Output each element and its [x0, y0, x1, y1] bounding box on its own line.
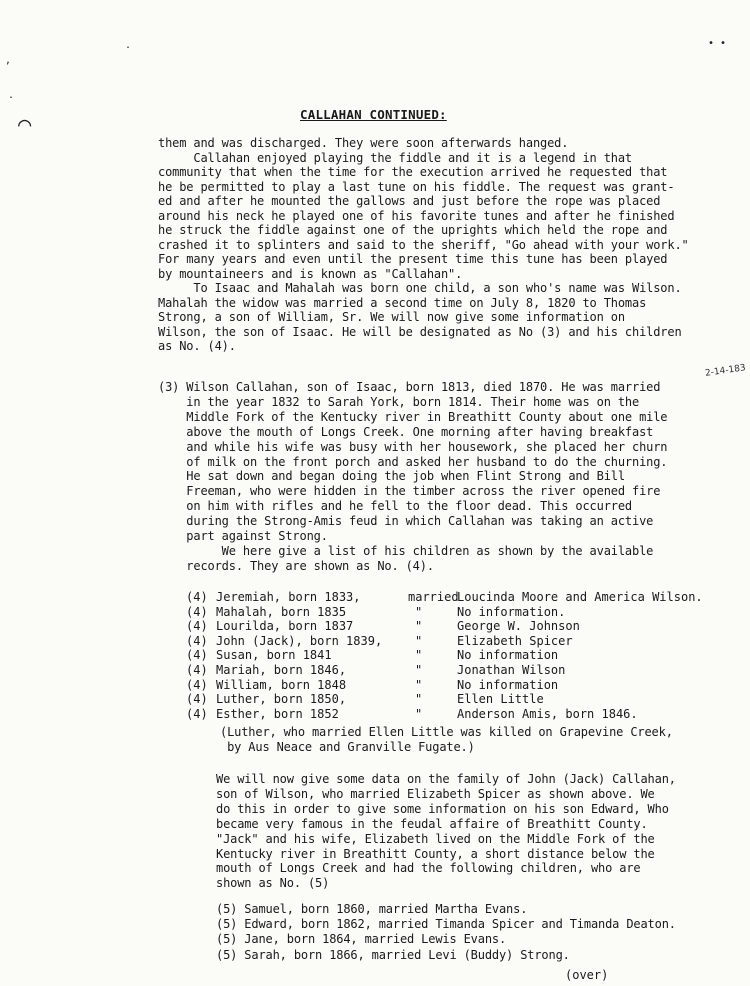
- text-line: part against Strong.: [158, 529, 328, 543]
- text-line: he be permitted to play a last tune on his fiddle. The request was grant-: [158, 179, 675, 194]
- scan-mark: .: [8, 90, 15, 101]
- child-name: John (Jack), born 1839,: [216, 633, 383, 648]
- text-line: records. They are shown as No. (4).: [158, 558, 434, 573]
- child-no: (4): [186, 633, 208, 648]
- child-no: (4): [186, 663, 208, 677]
- text-line: For many years and even until the present time this tune has been played: [158, 252, 668, 266]
- text-line: To Isaac and Mahalah was born one child, a son who's name was Wilson.: [158, 281, 682, 295]
- text-line: Mahalah the widow was married a second time on July 8, 1820 to Thomas: [158, 295, 647, 310]
- text-line: "Jack" and his wife, Elizabeth lived on the Middle Fork of the: [216, 831, 655, 846]
- text-line: (Luther, who married Ellen Little was killed on Grapevine Creek,: [220, 725, 673, 739]
- child-spouse: George W. Johnson: [457, 619, 580, 634]
- child-ditto: ": [415, 663, 423, 677]
- handwritten-margin-note: 2-14-183: [704, 363, 747, 379]
- child-ditto: ": [415, 648, 423, 663]
- child-spouse: Jonathan Wilson: [457, 663, 566, 677]
- text-line: on him with rifles and he fell to the floor dead. This occurred: [158, 499, 632, 514]
- text-line: (5) Sarah, born 1866, married Levi (Buddy) Strong.: [216, 947, 570, 962]
- child-name: Mariah, born 1846,: [216, 663, 347, 677]
- child-name: William, born 1848: [216, 677, 347, 692]
- child-no: (4): [186, 619, 208, 634]
- child-no: (4): [186, 648, 208, 663]
- child-name: Lourilda, born 1837: [216, 619, 354, 634]
- text-line: of milk on the front porch and asked her husband to do the churning.: [158, 454, 668, 469]
- text-line: during the Strong-Amis feud in which Callahan was taking an active: [158, 514, 654, 529]
- text-line: Callahan enjoyed playing the fiddle and it is a legend in that: [158, 150, 632, 165]
- text-line: Middle Fork of the Kentucky river in Breathitt County about one mile: [158, 409, 668, 424]
- child-name: Susan, born 1841: [216, 648, 332, 663]
- child-ditto: ": [415, 677, 423, 692]
- child-name: Jeremiah, born 1833,: [216, 590, 361, 604]
- text-line: he struck the fiddle against one of the uprights which held the rope and: [158, 223, 668, 237]
- text-line: (5) Samuel, born 1860, married Martha Evans.: [216, 902, 528, 916]
- text-line: (5) Jane, born 1864, married Lewis Evans.: [216, 932, 507, 947]
- child-ditto: ": [415, 692, 423, 707]
- text-line: above the mouth of Longs Creek. One morning after having breakfast: [158, 424, 654, 439]
- text-line: Wilson, the son of Isaac. He will be designated as No (3) and his children: [158, 324, 682, 339]
- scan-mark: ,: [5, 55, 12, 66]
- child-spouse: Loucinda Moore and America Wilson.: [457, 590, 703, 604]
- text-line: by mountaineers and is known as "Callahan".: [158, 266, 463, 281]
- text-line: We will now give some data on the family of John (Jack) Callahan,: [216, 772, 676, 786]
- text-line: became very famous in the feudal affaire of Breathitt County.: [216, 816, 648, 831]
- scan-mark: • •: [708, 38, 727, 49]
- child-spouse: No information.: [457, 604, 566, 619]
- child-spouse: Ellen Little: [457, 692, 544, 707]
- child-ditto: ": [415, 619, 423, 634]
- scan-mark: ⌒: [18, 112, 32, 137]
- text-line: crashed it to splinters and said to the sheriff, "Go ahead with your work.": [158, 237, 689, 252]
- child-ditto: ": [415, 633, 423, 648]
- text-line: (3) Wilson Callahan, son of Isaac, born 1813, died 1870. He was married: [158, 380, 661, 394]
- text-line: Strong, a son of William, Sr. We will now give some information on: [158, 310, 625, 324]
- child-name: Esther, born 1852: [216, 706, 339, 721]
- child-ditto: ": [415, 706, 423, 721]
- text-line: and while his wife was busy with her housework, she placed her churn: [158, 439, 668, 454]
- text-line: son of Wilson, who married Elizabeth Spicer as shown above. We: [216, 786, 655, 801]
- text-line: around his neck he played one of his favorite tunes and after he finished: [158, 208, 675, 223]
- text-line: community that when the time for the execution arrived he requested that: [158, 165, 668, 179]
- child-no: (4): [186, 677, 208, 692]
- text-line: shown as No. (5): [216, 876, 330, 891]
- child-no: (4): [186, 692, 208, 707]
- text-line: mouth of Longs Creek and had the following children, who are: [216, 861, 641, 876]
- text-line: by Aus Neace and Granville Fugate.): [220, 739, 475, 754]
- child-spouse: Anderson Amis, born 1846.: [457, 706, 638, 721]
- child-name: Mahalah, born 1835: [216, 604, 347, 619]
- child-spouse: No information: [457, 648, 559, 663]
- text-line: them and was discharged. They were soon afterwards hanged.: [158, 136, 569, 150]
- child-ditto: ": [415, 604, 423, 619]
- text-line: (5) Edward, born 1862, married Timanda Spicer and Timanda Deaton.: [216, 917, 676, 932]
- child-no: (4): [186, 706, 208, 721]
- text-line: Kentucky river in Breathitt County, a short distance below the: [216, 846, 655, 861]
- child-no: (4): [186, 604, 208, 619]
- child-no: (4): [186, 590, 208, 604]
- text-line: in the year 1832 to Sarah York, born 1814. Their home was on the: [158, 394, 640, 409]
- text-line: ed and after he mounted the gallows and just before the rope was placed: [158, 194, 661, 208]
- text-line: We here give a list of his children as shown by the available: [158, 543, 654, 558]
- child-spouse: Elizabeth Spicer: [457, 633, 573, 648]
- child-spouse: No information: [457, 677, 559, 692]
- scan-mark: .: [125, 40, 132, 51]
- text-line: He sat down and began doing the job when Flint Strong and Bill: [158, 469, 625, 484]
- text-line: as No. (4).: [158, 339, 236, 353]
- text-line: do this in order to give some information on his son Edward, Who: [216, 801, 669, 816]
- child-ditto: married: [408, 590, 459, 604]
- page-title: CALLAHAN CONTINUED:: [300, 107, 447, 122]
- over-indicator: (over): [565, 968, 609, 982]
- child-name: Luther, born 1850,: [216, 692, 347, 707]
- text-line: Freeman, who were hidden in the timber across the river opened fire: [158, 484, 661, 499]
